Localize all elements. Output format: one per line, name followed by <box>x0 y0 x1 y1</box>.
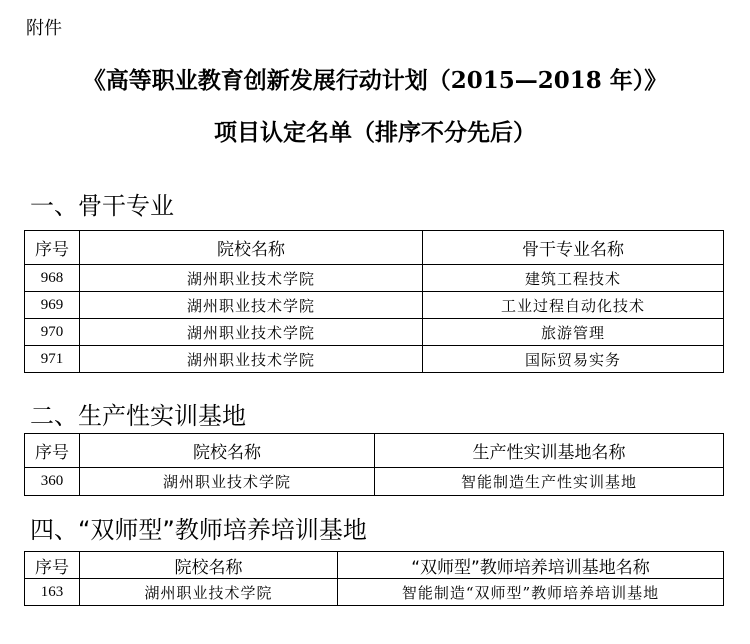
key-majors-table <box>24 230 724 373</box>
cell-item-name: 工业过程自动化技术 <box>423 292 724 319</box>
cell-school: 湖州职业技术学院 <box>80 468 375 496</box>
table-header-row <box>25 434 724 468</box>
header-school: 院校名称 <box>80 434 375 468</box>
cell-seq: 970 <box>25 319 80 346</box>
header-item-name: 骨干专业名称 <box>423 231 724 265</box>
table-header-row <box>25 231 724 265</box>
section-heading-dual-teacher-base: 四、“双师型”教师培养培训基地 <box>30 516 367 544</box>
header-seq: 序号 <box>25 552 80 579</box>
header-item-name: 生产性实训基地名称 <box>375 434 724 468</box>
attachment-label: 附件 <box>26 18 62 39</box>
cell-school: 湖州职业技术学院 <box>80 265 423 292</box>
cell-seq: 971 <box>25 346 80 373</box>
cell-item-name: 国际贸易实务 <box>423 346 724 373</box>
table-row <box>25 319 724 346</box>
cell-school: 湖州职业技术学院 <box>80 319 423 346</box>
cell-seq: 163 <box>25 579 80 606</box>
cell-item-name: 智能制造生产性实训基地 <box>375 468 724 496</box>
cell-item-name: 智能制造“双师型”教师培养培训基地 <box>338 579 724 606</box>
document-subtitle: 项目认定名单（排序不分先后） <box>214 119 536 146</box>
cell-seq: 360 <box>25 468 80 496</box>
table-row <box>25 346 724 373</box>
dual-teacher-base-table <box>24 551 724 606</box>
training-base-table <box>24 433 724 496</box>
cell-seq: 969 <box>25 292 80 319</box>
cell-school: 湖州职业技术学院 <box>80 346 423 373</box>
table-header-row <box>25 552 724 579</box>
table-row <box>25 468 724 496</box>
header-school: 院校名称 <box>80 231 423 265</box>
table-row <box>25 292 724 319</box>
cell-school: 湖州职业技术学院 <box>80 579 338 606</box>
section-heading-key-majors: 一、骨干专业 <box>30 192 174 220</box>
document-title: 《高等职业教育创新发展行动计划（2015—2018 年）》 <box>82 67 668 94</box>
header-seq: 序号 <box>25 231 80 265</box>
table-row <box>25 265 724 292</box>
section-heading-training-base: 二、生产性实训基地 <box>30 402 246 430</box>
cell-item-name: 建筑工程技术 <box>423 265 724 292</box>
header-school: 院校名称 <box>80 552 338 579</box>
cell-seq: 968 <box>25 265 80 292</box>
header-item-name: “双师型”教师培养培训基地名称 <box>338 552 724 579</box>
table-row <box>25 579 724 606</box>
header-seq: 序号 <box>25 434 80 468</box>
cell-school: 湖州职业技术学院 <box>80 292 423 319</box>
cell-item-name: 旅游管理 <box>423 319 724 346</box>
